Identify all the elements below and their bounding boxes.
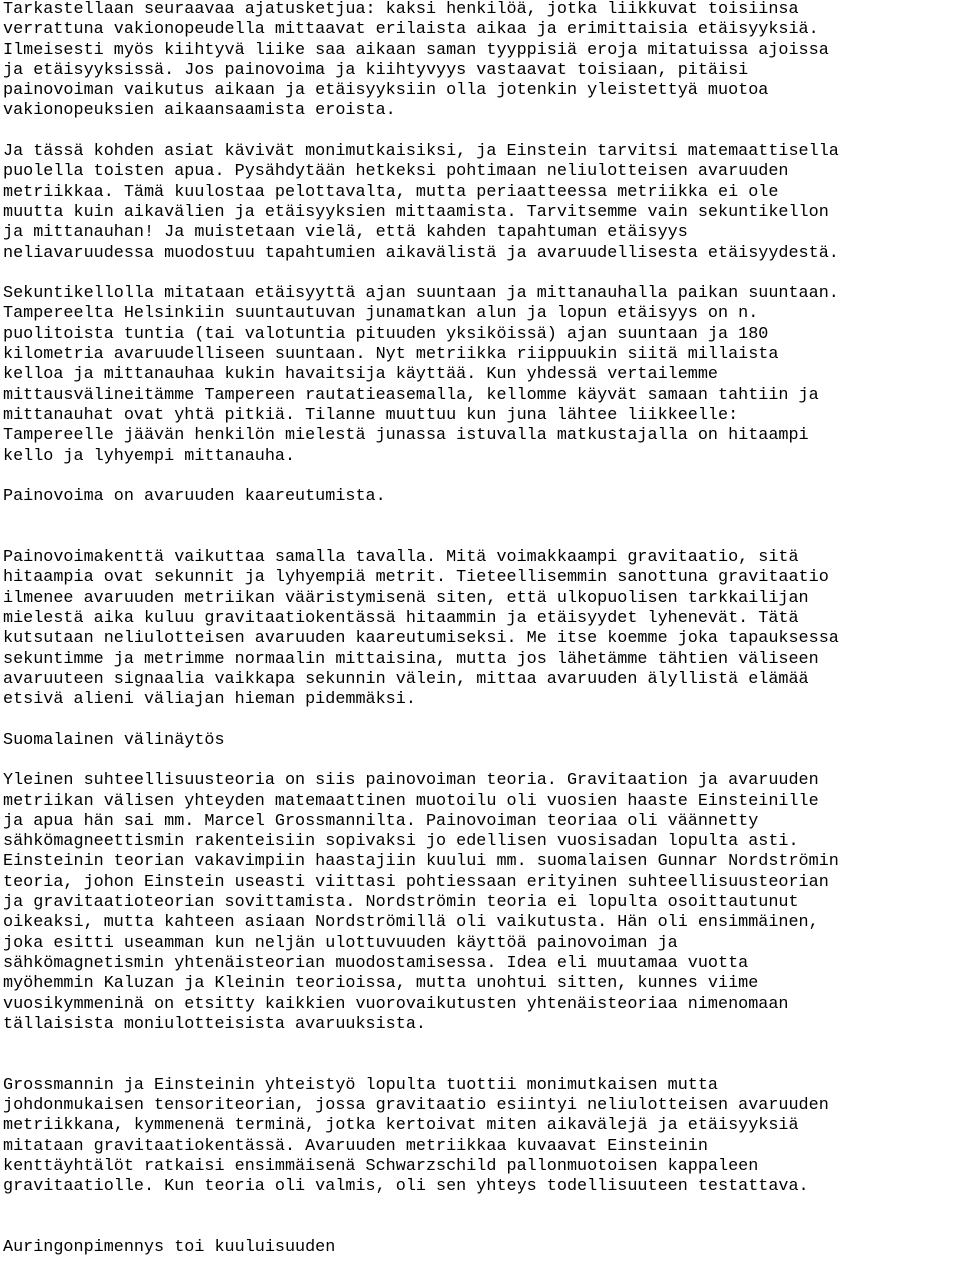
text-line: puolella toisten apua. Pysähdytään hetkeksi pohtimaan neliulotteisen avaruuden — [3, 162, 789, 182]
text-line: vakionopeuksien aikaansaamista eroista. — [3, 101, 396, 121]
text-line: kilometria avaruudelliseen suuntaan. Nyt metriikka riippuukin siitä millaista — [3, 345, 779, 365]
paragraph-gap — [3, 1198, 959, 1239]
text-line: etsivä alieni väliajan hieman pidemmäksi. — [3, 690, 416, 710]
paragraph-gap — [3, 467, 959, 487]
text-line: Tampereelle jäävän henkilön mielestä junassa istuvalla matkustajalla on hitaampi — [3, 426, 809, 446]
text-line: hitaampia ovat sekunnit ja lyhyempiä metrit. Tieteellisemmin sanottuna gravitaatio — [3, 568, 829, 588]
text-line: avaruuteen signaalia vaikkapa sekunnin välein, mittaa avaruuden älyllistä elämää — [3, 669, 809, 689]
text-line: metriikkana, kymmenenä terminä, jotka kertoivat miten aikavälejä ja etäisyyksiä — [3, 1116, 799, 1136]
text-line: mittausvälineitämme Tampereen rautatieasemalla, kellomme käyvät samaan tahtiin ja — [3, 385, 819, 405]
text-line: puolitoista tuntia (tai valotuntia pituuden yksiköissä) ajan suuntaan ja 180 — [3, 324, 769, 344]
text-line: ilmenee avaruuden metriikan vääristymisenä siten, että ulkopuolisen tarkkailijan — [3, 588, 809, 608]
paragraph — [3, 0, 959, 122]
text-line: oikeaksi, mutta kahteen asiaan Nordströmillä oli vaikutusta. Hän oli ensimmäinen, — [3, 913, 819, 933]
text-line: Einsteinin teorian vakavimpiin haastajiin kuului mm. suomalaisen Gunnar Nordströmin — [3, 852, 839, 872]
paragraph-gap — [3, 507, 959, 548]
text-line: muutta kuin aikavälien ja etäisyyksien mittaamista. Tarvitsemme vain sekuntikellon — [3, 202, 829, 222]
paragraph — [3, 731, 959, 751]
text-line: Grossmannin ja Einsteinin yhteistyö lopulta tuottii monimutkaisen mutta — [3, 1075, 718, 1095]
text-line: sähkömagnetismin yhtenäisteorian muodostamisessa. Idea eli muutamaa vuotta — [3, 953, 749, 973]
text-line: metriikan välisen yhteyden matemaattinen muotoilu oli vuosien haaste Einsteinille — [3, 791, 819, 811]
paragraph — [3, 487, 959, 507]
text-line: Sekuntikellolla mitataan etäisyyttä ajan suuntaan ja mittanauhalla paikan suuntaan. — [3, 284, 839, 304]
text-line: Painovoimakenttä vaikuttaa samalla tavalla. Mitä voimakkaampi gravitaatio, sitä — [3, 548, 799, 568]
text-line: joka esitti useamman kun neljän ulottuvuuden käyttöä painovoiman ja — [3, 933, 678, 953]
text-line: metriikkaa. Tämä kuulostaa pelottavalta, mutta periaatteessa metriikka ei ole — [3, 182, 779, 202]
paragraph — [3, 1076, 959, 1198]
text-line: painovoiman vaikutus aikaan ja etäisyyksiin olla jotenkin yleistettyä muotoa — [3, 81, 769, 101]
text-line: sähkömagneettismin rakenteisiin sopivaksi jo edellisen vuosisadan lopulta asti. — [3, 832, 799, 852]
document-body — [3, 0, 959, 1258]
text-line: ja gravitaatioteorian sovittamista. Nordströmin teoria ei lopulta osoittautunut — [3, 893, 799, 913]
text-line: verrattuna vakionopeudella mittaavat erilaista aikaa ja erimittaisia etäisyyksiä. — [3, 20, 819, 40]
paragraph-gap — [3, 751, 959, 771]
paragraph — [3, 771, 959, 1035]
text-line: kelloa ja mittanauhaa kukin havaitsija käyttää. Kun yhdessä vertailemme — [3, 365, 718, 385]
text-line: mielestä aika kuluu gravitaatiokentässä hitaammin ja etäisyydet lyhenevät. Tätä — [3, 608, 799, 628]
paragraph-gap — [3, 122, 959, 142]
text-line: Auringonpimennys toi kuuluisuuden — [3, 1238, 336, 1258]
text-line: mittanauhat ovat yhtä pitkiä. Tilanne muuttuu kun juna lähtee liikkeelle: — [3, 405, 739, 425]
text-line: myöhemmin Kaluzan ja Kleinin teorioissa, mutta unohtui sitten, kunnes viime — [3, 974, 759, 994]
paragraph — [3, 142, 959, 264]
paragraph-gap — [3, 710, 959, 730]
text-line: teoria, johon Einstein useasti viittasi pohtiessaan erityinen suhteellisuusteorian — [3, 872, 829, 892]
text-line: kutsutaan neliulotteisen avaruuden kaareutumiseksi. Me itse koemme joka tapauksessa — [3, 629, 839, 649]
text-line: ja etäisyyksissä. Jos painovoima ja kiihtyvyys vastaavat toisiaan, pitäisi — [3, 60, 749, 80]
text-line: Ja tässä kohden asiat kävivät monimutkaisiksi, ja Einstein tarvitsi matemaattisella — [3, 142, 839, 162]
text-line: kenttäyhtälöt ratkaisi ensimmäisenä Schwarzschild pallonmuotoisen kappaleen — [3, 1156, 759, 1176]
text-line: Painovoima on avaruuden kaareutumista. — [3, 487, 386, 507]
paragraph — [3, 1238, 959, 1258]
paragraph-gap — [3, 264, 959, 284]
text-line: Yleinen suhteellisuusteoria on siis painovoiman teoria. Gravitaation ja avaruuden — [3, 771, 819, 791]
text-line: mitataan gravitaatiokentässä. Avaruuden metriikkaa kuvaavat Einsteinin — [3, 1136, 708, 1156]
text-line: ja mittanauhan! Ja muistetaan vielä, että kahden tapahtuman etäisyys — [3, 223, 688, 243]
paragraph — [3, 548, 959, 710]
text-line: Tampereelta Helsinkiin suuntautuvan junamatkan alun ja lopun etäisyys on n. — [3, 304, 759, 324]
paragraph — [3, 284, 959, 467]
paragraph-gap — [3, 1035, 959, 1076]
text-line: neliavaruudessa muodostuu tapahtumien aikavälistä ja avaruudellisesta etäisyydestä. — [3, 243, 839, 263]
text-line: Suomalainen välinäytös — [3, 730, 225, 750]
text-line: tällaisista moniulotteisista avaruuksista. — [3, 1014, 426, 1034]
text-line: gravitaatiolle. Kun teoria oli valmis, oli sen yhteys todellisuuteen testattava. — [3, 1177, 809, 1197]
text-line: Ilmeisesti myös kiihtyvä liike saa aikaan saman tyyppisiä eroja mitatuissa ajoissa — [3, 40, 829, 60]
text-line: vuosikymmeninä on etsitty kaikkien vuorovaikutusten yhtenäisteoriaa nimenomaan — [3, 994, 789, 1014]
text-line: Tarkastellaan seuraavaa ajatusketjua: kaksi henkilöä, jotka liikkuvat toisiinsa — [3, 0, 799, 19]
text-line: kello ja lyhyempi mittanauha. — [3, 446, 296, 466]
text-line: johdonmukaisen tensoriteorian, jossa gravitaatio esiintyi neliulotteisen avaruuden — [3, 1096, 829, 1116]
text-line: ja apua hän sai mm. Marcel Grossmannilta. Painovoiman teoriaa oli väännetty — [3, 811, 759, 831]
text-line: sekuntimme ja metrimme normaalin mittaisina, mutta jos lähetämme tähtien väliseen — [3, 649, 819, 669]
